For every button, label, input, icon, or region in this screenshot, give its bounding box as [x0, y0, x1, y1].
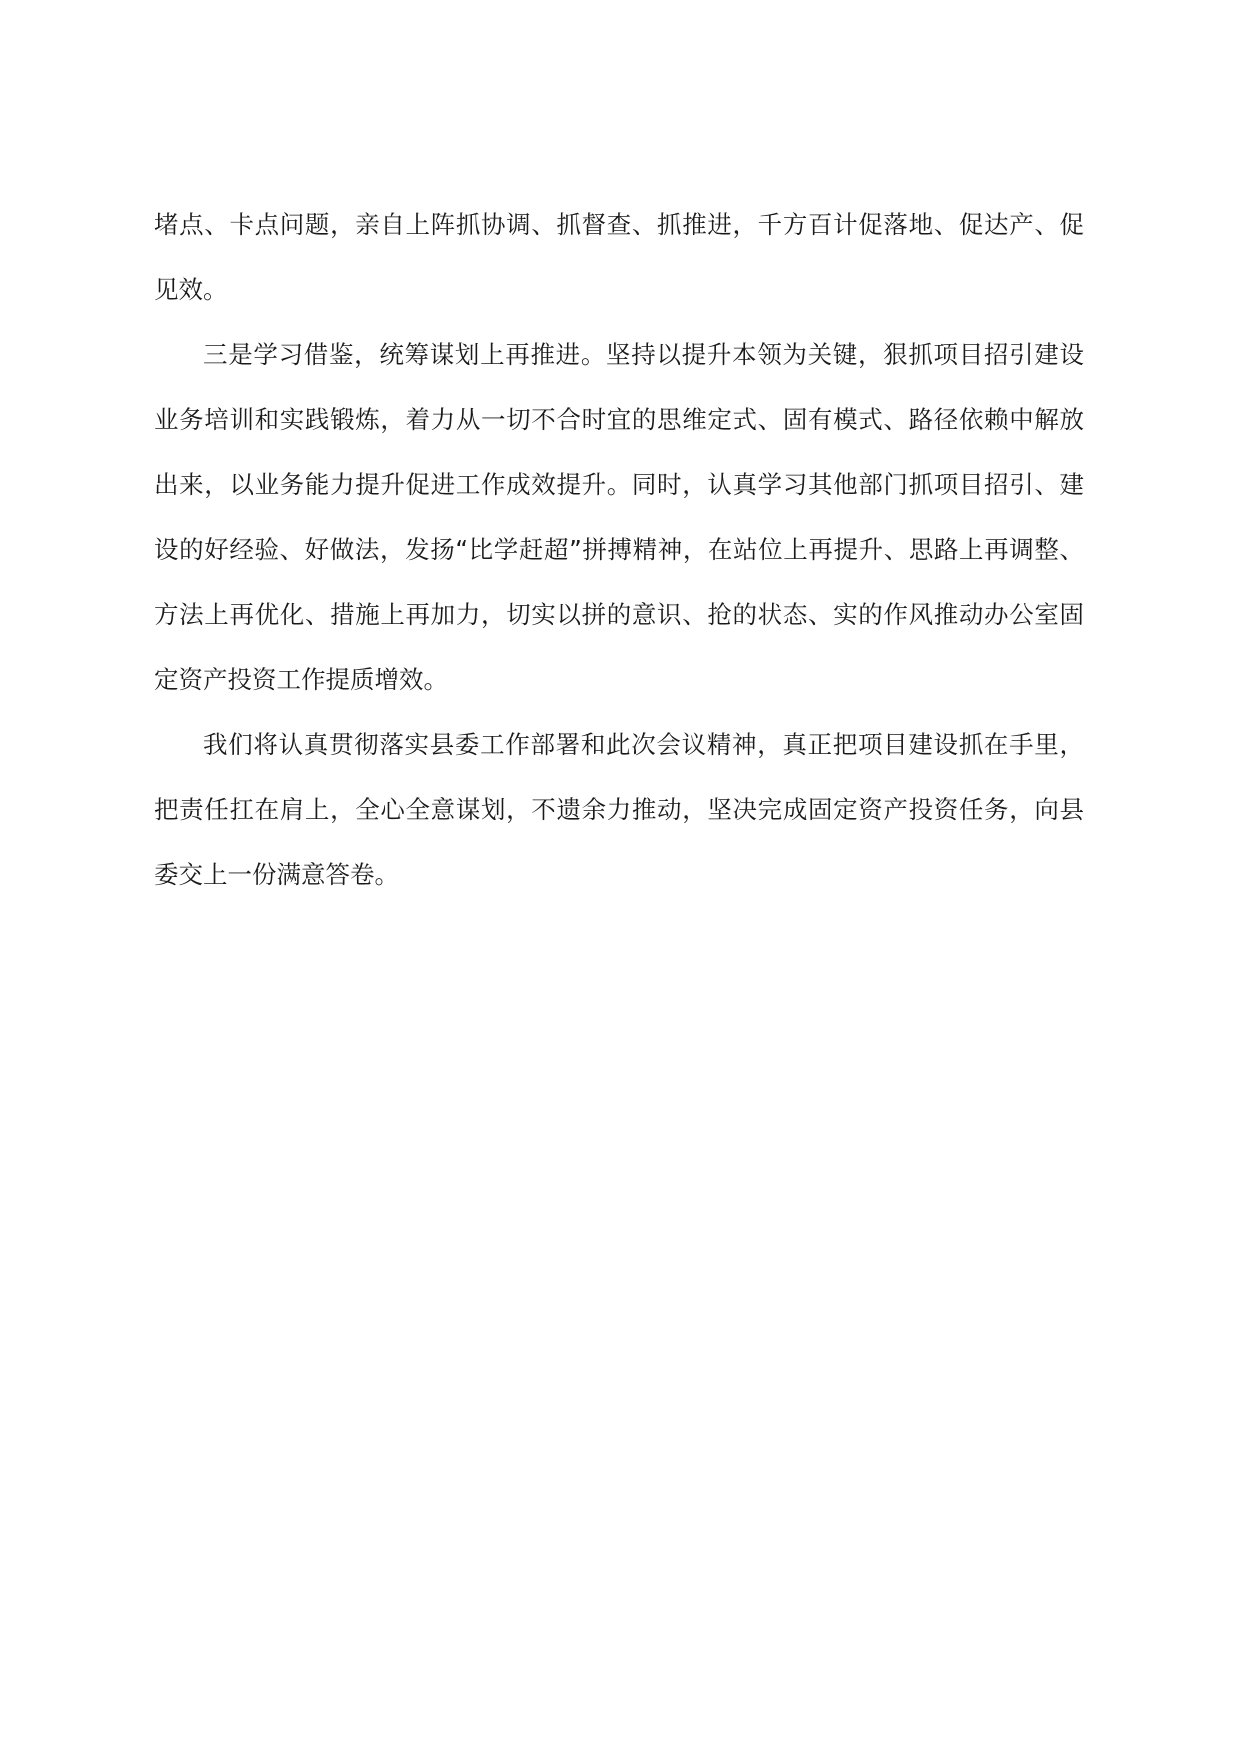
document-body — [154, 192, 1084, 907]
paragraph-conclusion: 我们将认真贯彻落实县委工作部署和此次会议精神，真正把项目建设抓在手里，把责任扛在肩上，全心全意谋划，不遗余力推动，坚决完成固定资产投资任务，向县委交上一份满意答卷。 — [154, 730, 1084, 889]
paragraph-continuation: 堵点、卡点问题，亲自上阵抓协调、抓督查、抓推进，千方百计促落地、促达产、促见效。 — [154, 210, 1084, 304]
paragraph-learning-reference: 三是学习借鉴，统筹谋划上再推进。坚持以提升本领为关键，狠抓项目招引建设业务培训和实践锻炼，着力从一切不合时宜的思维定式、固有模式、路径依赖中解放出来，以业务能力提升促进工作成效提升。同时，认真学习其他部门抓项目招引、建设的好经验、好做法，发扬“比学赶超”拼搏精神，在站位上再提升、思路上再调整、方法上再优化、措施上再加力，切实以拼的意识、抢的状态、实的作风推动办公室固定资产投资工作提质增效。 — [154, 340, 1084, 694]
